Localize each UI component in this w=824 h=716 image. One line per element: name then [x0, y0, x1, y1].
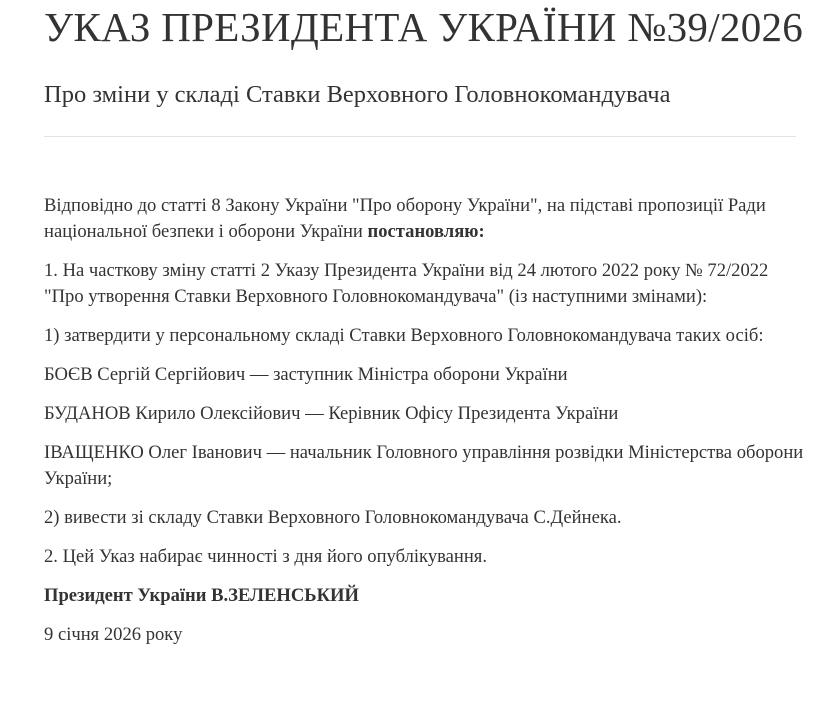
- paragraph-article-2: 2. Цей Указ набирає чинності з дня його опублікування.: [44, 546, 488, 567]
- document-date: 9 січня 2026 року: [44, 624, 183, 645]
- preamble-bold: постановляю:: [367, 221, 485, 242]
- document-subtitle: Про зміни у складі Ставки Верховного Головнокомандувача: [44, 81, 671, 108]
- divider: [44, 136, 796, 137]
- preamble-text: Відповідно до статті 8 Закону України "Про оборону України", на підставі пропозиції Ради національної безпеки і оборони України: [44, 195, 766, 242]
- member-ivashchenko: ІВАЩЕНКО Олег Іванович — начальник Головного управління розвідки Міністерства оборони України;: [44, 442, 804, 489]
- paragraph-article-1: 1. На часткову зміну статті 2 Указу Президента України від 24 лютого 2022 року № 72/2022 "Про утворення Ставки Верховного Головнокомандувача" (із наступними змінами):: [44, 260, 769, 307]
- paragraph-remove: 2) вивести зі складу Ставки Верховного Головнокомандувача С.Дейнека.: [44, 507, 622, 528]
- document-body: [44, 193, 804, 661]
- member-boiev: БОЄВ Сергій Сергійович — заступник Міністра оборони України: [44, 364, 568, 385]
- preamble-paragraph: [44, 193, 804, 245]
- signature: [44, 583, 804, 609]
- signature-text: Президент України В.ЗЕЛЕНСЬКИЙ: [44, 585, 359, 606]
- paragraph-approve: 1) затвердити у персональному складі Ставки Верховного Головнокомандувача таких осіб:: [44, 325, 764, 346]
- member-budanov: БУДАНОВ Кирило Олексійович — Керівник Офісу Президента України: [44, 403, 619, 424]
- document-title: УКАЗ ПРЕЗИДЕНТА УКРАЇНИ №39/2026: [44, 4, 804, 50]
